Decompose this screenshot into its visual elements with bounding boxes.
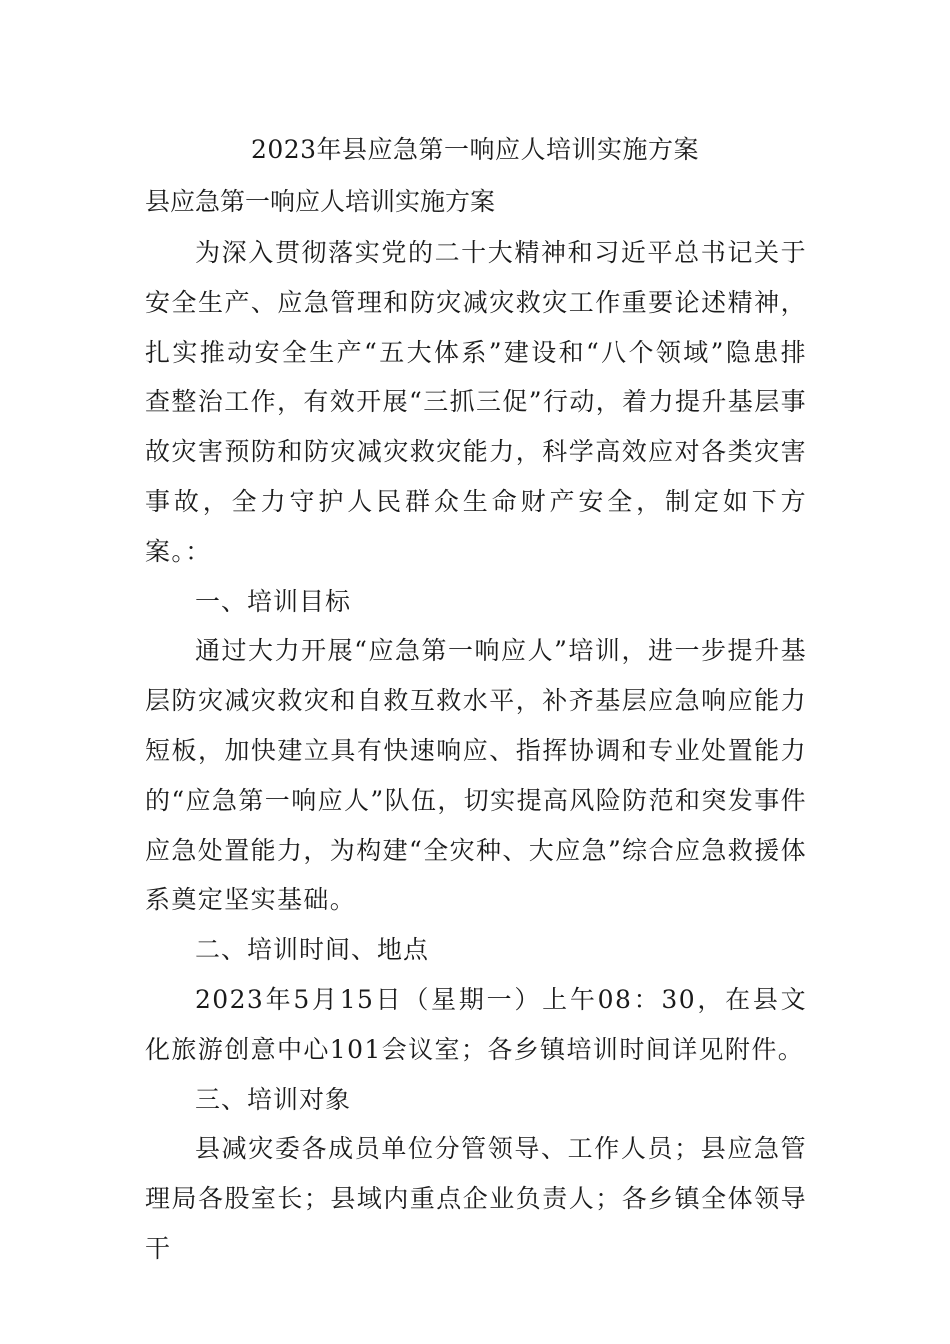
time-place-paragraph: 2023年5月15日（星期一）上午08：30，在县文化旅游创意中心101会议室；各乡镇培训时间详见附件。: [145, 984, 807, 1064]
section-heading-audience: 三、培训对象: [195, 1084, 352, 1114]
goals-paragraph: 通过大力开展“应急第一响应人”培训，进一步提升基层防灾减灾救灾和自救互救水平，补齐基层应急响应能力短板，加快建立具有快速响应、指挥协调和专业处置能力的“应急第一响应人”队伍，切实提高风险防范和突发事件应急处置能力，为构建“全灾种、大应急”综合应急救援体系奠定坚实基础。: [145, 636, 807, 915]
section-heading-goals: 一、培训目标: [195, 586, 352, 616]
section-heading-time-place: 二、培训时间、地点: [195, 935, 430, 965]
audience-paragraph: 县减灾委各成员单位分管领导、工作人员；县应急管理局各股室长；县域内重点企业负责人；各乡镇全体领导干: [145, 1134, 807, 1263]
document-body: [145, 228, 807, 1274]
document-subtitle: 县应急第一响应人培训实施方案: [145, 187, 496, 216]
intro-paragraph: 为深入贯彻落实党的二十大精神和习近平总书记关于安全生产、应急管理和防灾减灾救灾工作重要论述精神，扎实推动安全生产“五大体系”建设和“八个领域”隐患排查整治工作，有效开展“三抓三促”行动，着力提升基层事故灾害预防和防灾减灾救灾能力，科学高效应对各类灾害事故，全力守护人民群众生命财产安全，制定如下方案。：: [145, 238, 807, 566]
document-title: 2023年县应急第一响应人培训实施方案: [250, 135, 700, 164]
